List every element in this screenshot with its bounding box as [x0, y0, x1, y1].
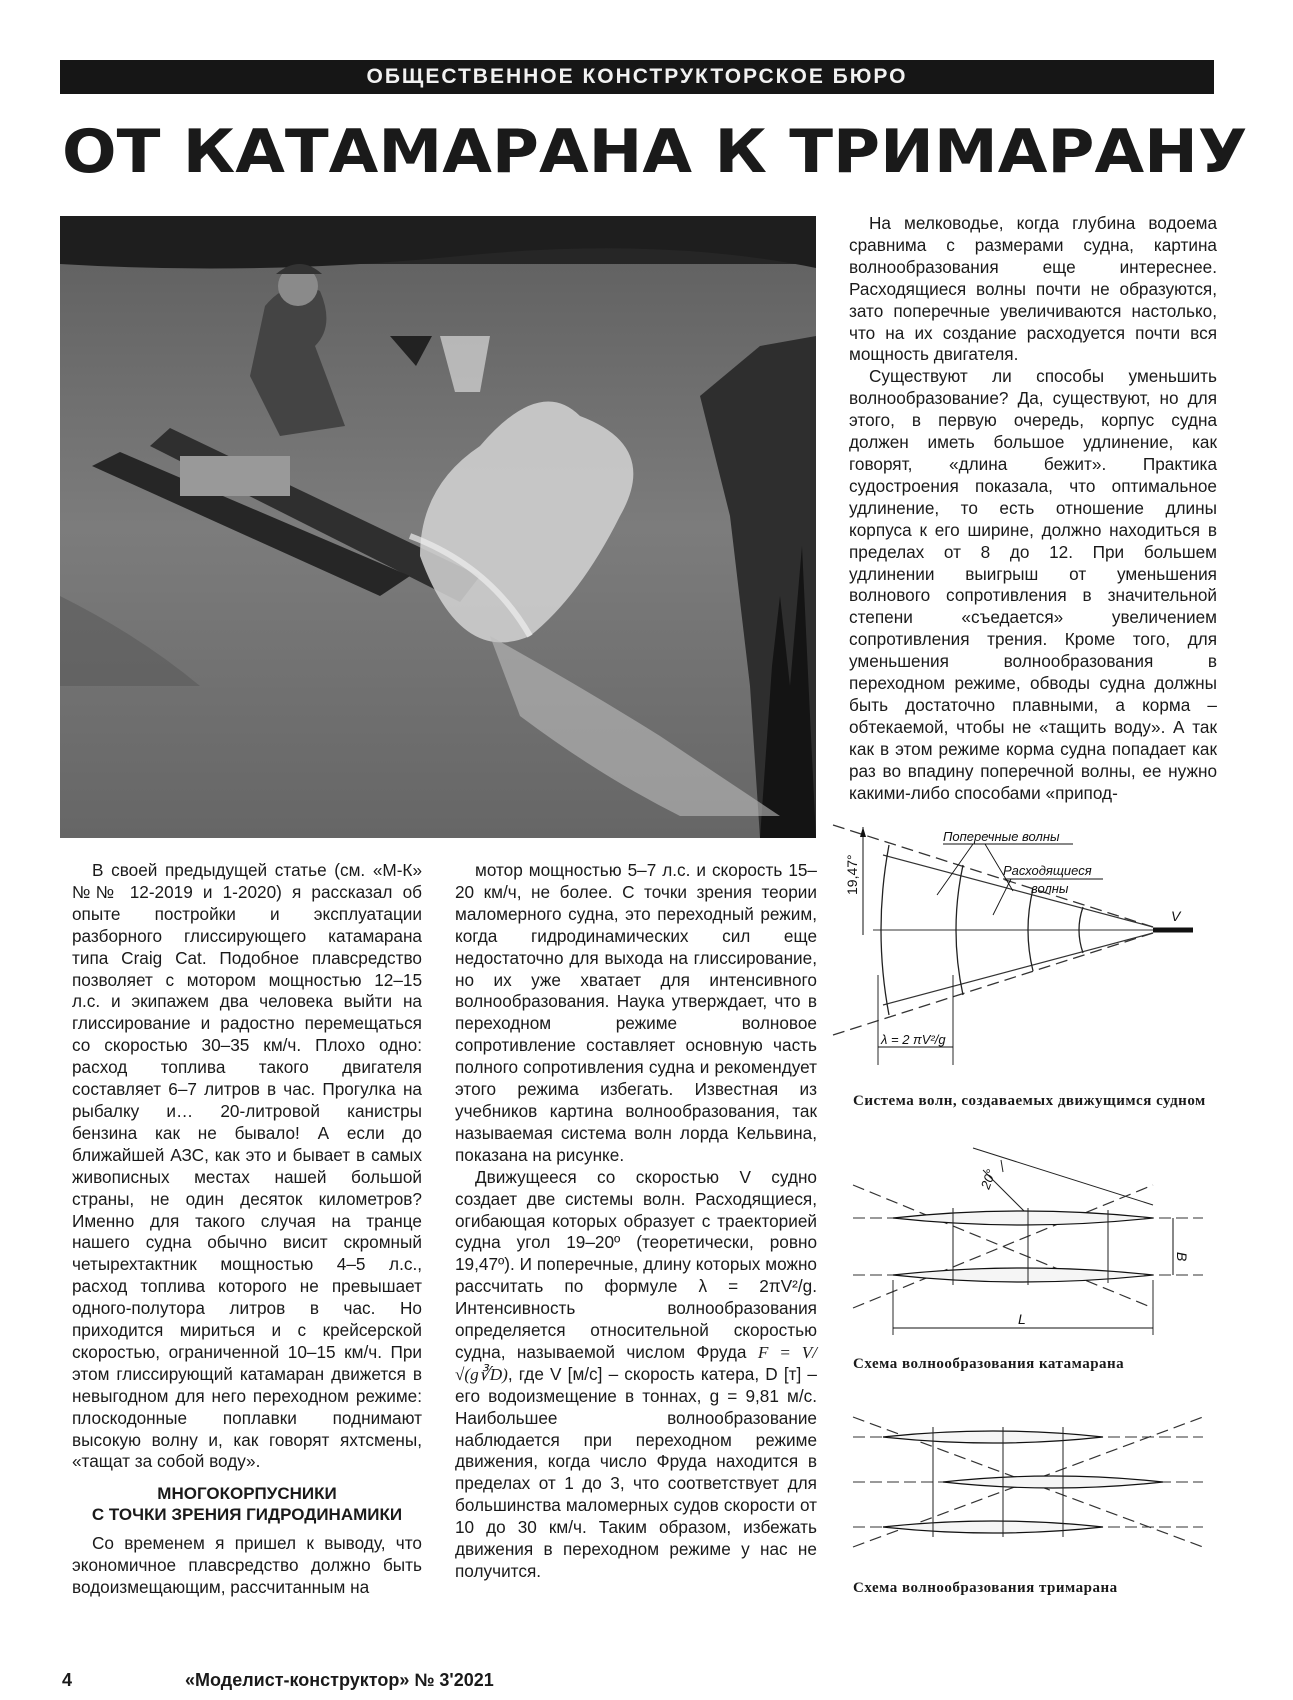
paragraph-conclusion-start: Со временем я пришел к выводу, что экономичное плавсредство должно быть водоизмещающим, рассчитанным на: [72, 1533, 422, 1598]
article-title: ОТ КАТАМАРАНА К ТРИМАРАНУ: [62, 117, 1248, 187]
wavelength-label: λ = 2 πV²/g: [881, 1032, 946, 1047]
kelvin-angle-label: 19,47°: [844, 854, 860, 895]
length-l-label: L: [1018, 1311, 1026, 1327]
kelvin-caption: Система волн, создаваемых движущимся судном: [853, 1093, 1206, 1109]
paragraph-shallow-water: На мелководье, когда глубина водоема сравнима с размерами судна, картина волнообразования еще интереснее. Расходящиеся волны почти не образуются, зато поперечные увеличиваются настолько, что на их создание расходуется почти вся мощность двигателя.: [849, 213, 1217, 365]
page-number: 4: [62, 1670, 73, 1690]
article-column-1: [72, 860, 422, 1599]
width-b-label: B: [1174, 1252, 1190, 1262]
catamaran-angle-label: 20°: [977, 1167, 999, 1192]
trimaran-wave-diagram: [853, 1412, 1213, 1567]
subheading-line-1: МНОГОКОРПУСНИКИ: [157, 1484, 337, 1504]
article-right-column: [849, 213, 1217, 804]
velocity-label: V: [1171, 908, 1181, 924]
catamaran-caption: Схема волнообразования катамарана: [853, 1356, 1125, 1372]
transverse-waves-label: Поперечные волны: [943, 829, 1060, 844]
paragraph-reduce-waves: Существуют ли способы уменьшить волнообразование? Да, существуют, но для этого, в первую очередь, корпус судна должен иметь большое удлинение, как говорят, «длина бежит». Практика судостроения показала, что оптимальное удлинение, то есть отношение длины корпуса к его ширине, должно находиться в пределах от 8 до 12. При большем удлинении выигрыш от уменьшения волнового сопротивления в значительной степени «съедается» увеличением сопротивления трения. Кроме того, для уменьшения волнообразования в переходном режиме, обводы судна должны быть достаточно плавными, а корма – обтекаемой, чтобы не «тащить воду». А так как в этом режиме корма судна попадает как раз во впадину поперечной волны, ее нужно какими-либо способами «припод-: [849, 366, 1217, 803]
catamaran-wave-diagram: [853, 1140, 1213, 1345]
divergent-waves-label-2: волны: [1031, 881, 1069, 896]
section-subheading: [72, 1483, 422, 1525]
froude-formula: F = V/√(g∛D): [455, 1342, 818, 1384]
divergent-waves-label-1: Расходящиеся: [1003, 863, 1092, 878]
catamaran-photo: [60, 216, 816, 838]
wave-systems-text-a: Движущееся со скоростью V судно создает две системы волн. Расходящиеся, огибающая которых образует с траекторией судна угол 19–20º (теоретически, ровно 19,47º). И поперечные, длину которых можно рассчитать по формуле λ = 2πV²/g. Интенсивность волнообразования определяется относительной скоростью судна, называемой числом Фруда: [455, 1166, 817, 1362]
paragraph-transition-mode: мотор мощностью 5–7 л.с. и скорость 15–20 км/ч, не более. С точки зрения теории маломерного судна, это переходный режим, когда гидродинамических сил еще недостаточно для выхода на глиссирование, но их уже хватает для интенсивного волнообразования. Наука утверждает, что в переходном режиме волновое сопротивление составляет основную часть полного сопротивления судна и рекомендует этого режима избегать. Известная из учебников картина волнообразования, так называемая система волн лорда Кельвина, показана на рисунке.: [455, 860, 817, 1165]
wave-systems-text-b: , где V [м/с] – скорость катера, D [т] – его водоизмещение в тоннах, g = 9,81 м/с. Наибольшее волнообразование наблюдается при переходном режиме движения, когда число Фруда находится в пределах от 1 до 3, что соответствует для большинства маломерных судов скорости от 10 до 30 км/ч. Таким образом, избежать движения в переходном режиме у нас не получится.: [455, 1363, 817, 1581]
section-rubric: ОБЩЕСТВЕННОЕ КОНСТРУКТОРСКОЕ БЮРО: [60, 60, 1214, 94]
magazine-issue: «Моделист-конструктор» № 3'2021: [185, 1670, 494, 1690]
paragraph-intro: В своей предыдущей статье (см. «М-К» №№ 12-2019 и 1-2020) я рассказал об опыте постройки и эксплуатации разборного глиссирующего катамарана типа Craig Cat. Подобное плавсредство позволяет с мотором мощностью 12–15 л.с. и экипажем два человека выйти на глиссирование и радостно перемещаться со скоростью 30–35 км/ч. Плохо одно: расход топлива такого двигателя составляет 6–7 литров в час. Прогулка на рыбалку и… 20-литровой канистры бензина как не бывало! А если до ближайшей АЗС, как это и бывает в самых живописных местах нашей большой страны, не один десяток километров? Именно для такого случая на транце нашего судна обычно висит скромный четырехтактник мощностью 4–5 л.с., расход топлива которого не превышает одного-полутора литров в час. Но приходится мириться и с крейсерской скоростью, ограниченной 10–15 км/ч. При этом глиссирующий катамаран движется в невыгодном для него переходном режиме: плоскодонные поплавки поднимают высокую волну и, как говорят яхтсмены, «тащат за собой воду».: [72, 860, 422, 1472]
kelvin-wave-diagram: [844, 825, 1213, 1080]
subheading-line-2: С ТОЧКИ ЗРЕНИЯ ГИДРОДИНАМИКИ: [91, 1505, 403, 1525]
trimaran-caption: Схема волнообразования тримарана: [853, 1580, 1118, 1596]
paragraph-wave-systems: [455, 1167, 817, 1583]
article-column-2: [455, 860, 817, 1583]
